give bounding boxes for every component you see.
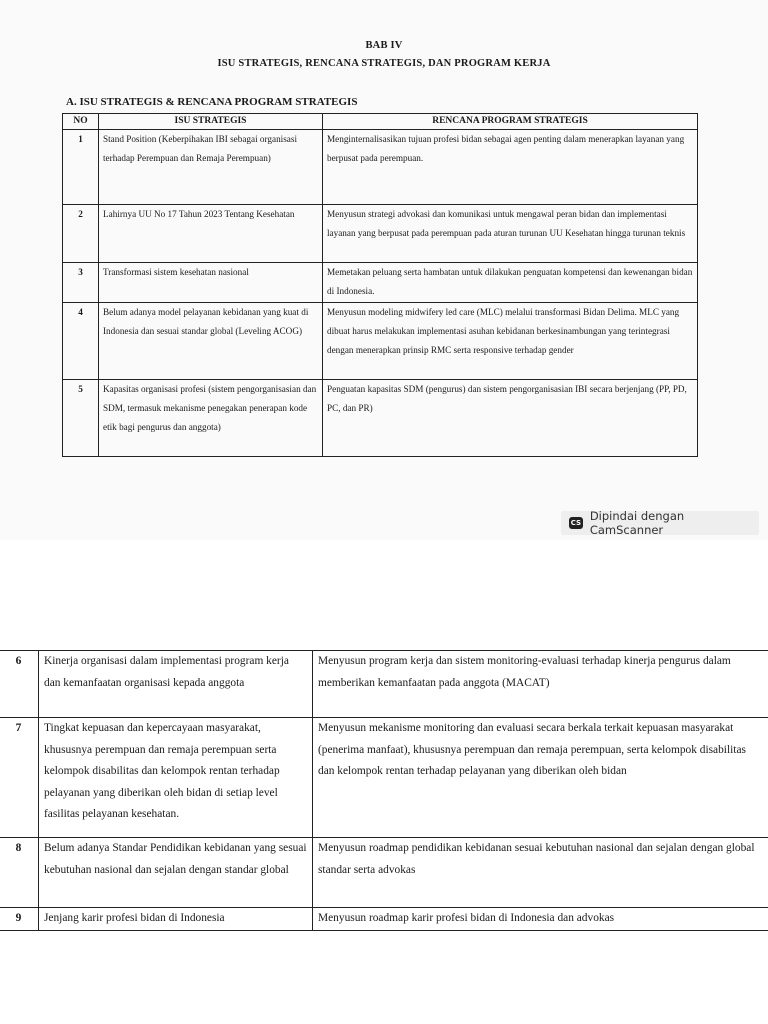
table-row (0, 908, 768, 931)
plan-cell: Menyusun program kerja dan sistem monitoring-evaluasi terhadap kinerja pengurus dalam memberikan kemanfaatan pada anggota (MACAT) (313, 651, 768, 718)
plan-cell: Penguatan kapasitas SDM (pengurus) dan sistem pengorganisasian IBI secara berjenjang (PP, PD, PC, dan PR) (323, 380, 698, 457)
table-row (63, 130, 698, 205)
strategic-issues-table-continued (0, 650, 768, 931)
plan-cell: Menyusun mekanisme monitoring dan evaluasi secara berkala terkait kepuasan masyarakat (penerima manfaat), khususnya perempuan dan remaja perempuan, serta kelompok disabilitas dan kelompok rentan terhadap pelayanan yang diberikan oleh bidan (313, 718, 768, 838)
issue-cell: Belum adanya model pelayanan kebidanan yang kuat di Indonesia dan sesuai standar global (Leveling ACOG) (99, 303, 323, 380)
issue-cell: Kapasitas organisasi profesi (sistem pengorganisasian dan SDM, termasuk mekanisme penegakan penerapan kode etik bagi pengurus dan anggota) (99, 380, 323, 457)
plan-cell: Menginternalisasikan tujuan profesi bidan sebagai agen penting dalam menerapkan layanan yang berpusat pada perempuan. (323, 130, 698, 205)
issue-cell: Jenjang karir profesi bidan di Indonesia (39, 908, 313, 931)
issue-cell: Stand Position (Keberpihakan IBI sebagai organisasi terhadap Perempuan dan Remaja Perempuan) (99, 130, 323, 205)
table-row (0, 718, 768, 838)
row-number: 5 (63, 380, 99, 457)
table-row (63, 303, 698, 380)
strategic-issues-table (62, 113, 698, 457)
chapter-label: BAB IV (365, 40, 403, 51)
chapter-title: ISU STRATEGIS, RENCANA STRATEGIS, DAN PROGRAM KERJA (217, 58, 551, 69)
plan-cell: Menyusun strategi advokasi dan komunikasi untuk mengawal peran bidan dan implementasi layanan yang berpusat pada perempuan pada aturan turunan UU Kesehatan hingga turunan teknis (323, 205, 698, 263)
row-number: 3 (63, 263, 99, 303)
row-number: 1 (63, 130, 99, 205)
header-plan: RENCANA PROGRAM STRATEGIS (323, 114, 698, 130)
table-row (0, 838, 768, 908)
section-heading: A. ISU STRATEGIS & RENCANA PROGRAM STRATEGIS (66, 96, 358, 108)
issue-cell: Tingkat kepuasan dan kepercayaan masyarakat, khususnya perempuan dan remaja perempuan serta kelompok disabilitas dan kelompok rentan terhadap pelayanan yang diberikan oleh bidan di setiap level fasilitas pelayanan kesehatan. (39, 718, 313, 838)
row-number: 6 (0, 651, 39, 718)
table-row (0, 651, 768, 718)
issue-cell: Kinerja organisasi dalam implementasi program kerja dan kemanfaatan organisasi kepada anggota (39, 651, 313, 718)
table-row (63, 205, 698, 263)
header-issue: ISU STRATEGIS (99, 114, 323, 130)
camscanner-watermark (561, 511, 759, 535)
table-row (63, 380, 698, 457)
plan-cell: Menyusun roadmap pendidikan kebidanan sesuai kebutuhan nasional dan sejalan dengan global standar serta advokas (313, 838, 768, 908)
header-no: NO (63, 114, 99, 130)
row-number: 8 (0, 838, 39, 908)
row-number: 4 (63, 303, 99, 380)
plan-cell: Memetakan peluang serta hambatan untuk dilakukan penguatan kompetensi dan kewenangan bidan di Indonesia. (323, 263, 698, 303)
row-number: 2 (63, 205, 99, 263)
table-header-row (63, 114, 698, 130)
plan-cell: Menyusun roadmap karir profesi bidan di Indonesia dan advokas (313, 908, 768, 931)
issue-cell: Belum adanya Standar Pendidikan kebidanan yang sesuai kebutuhan nasional dan sejalan dengan standar global (39, 838, 313, 908)
issue-cell: Lahirnya UU No 17 Tahun 2023 Tentang Kesehatan (99, 205, 323, 263)
row-number: 7 (0, 718, 39, 838)
table-row (63, 263, 698, 303)
row-number: 9 (0, 908, 39, 931)
camscanner-logo-icon: CS (570, 519, 582, 527)
camscanner-label: Dipindai dengan CamScanner (589, 509, 685, 537)
plan-cell: Menyusun modeling midwifery led care (MLC) melalui transformasi Bidan Delima. MLC yang dibuat harus melakukan implementasi asuhan kebidanan berkesinambungan yang terintegrasi dengan menerapkan prinsip RMC serta responsive terhadap gender (323, 303, 698, 380)
issue-cell: Transformasi sistem kesehatan nasional (99, 263, 323, 303)
